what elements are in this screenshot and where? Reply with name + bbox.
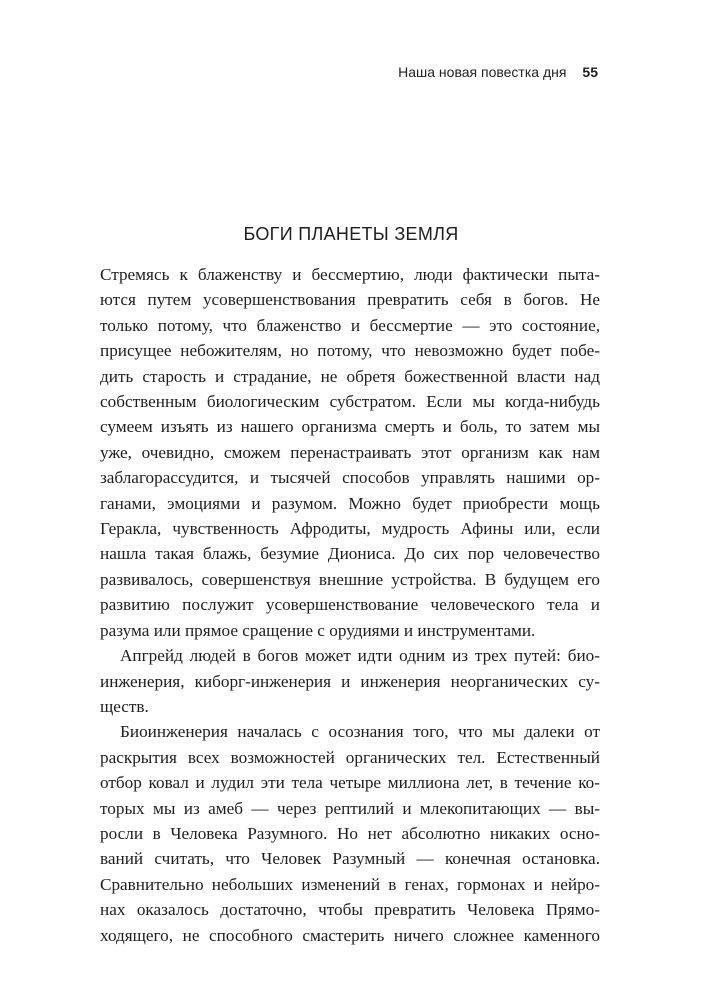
- paragraph-1: [100, 262, 600, 643]
- text-line: нашла такая блажь, безумие Диониса. До сих пор человечество: [100, 544, 600, 564]
- text-line: присущее небожителям, но потому, что невозможно будет побе-: [100, 341, 600, 361]
- text-line: инженерия, киборг-инженерия и инженерия неорганических су-: [100, 671, 600, 691]
- text-line: развитию послужит усовершенствование человеческого тела и: [100, 595, 600, 615]
- text-line: собственным биологическим субстратом. Если мы когда-нибудь: [100, 392, 600, 412]
- text-line: только потому, что блаженство и бессмертие — это состояние,: [100, 315, 600, 335]
- text-line: раскрытия всех возможностей органических тел. Естественный: [100, 747, 600, 767]
- text-line: торых мы из амеб — через рептилий и млекопитающих — вы-: [100, 798, 600, 818]
- text-line: заблагорассудится, и тысячей способов управлять нашими ор-: [100, 468, 600, 488]
- running-header: [398, 64, 598, 80]
- text-line: отбор ковал и лудил эти тела четыре миллиона лет, в течение ко-: [100, 773, 600, 793]
- running-title: Наша новая повестка дня: [398, 64, 567, 80]
- text-line: ществ.: [100, 696, 149, 716]
- text-line: Биоинженерия началась с осознания того, что мы далеки от: [120, 722, 600, 742]
- text-line: нах оказалось достаточно, чтобы превратить Человека Прямо-: [100, 900, 600, 920]
- text-line: Геракла, чувственность Афродиты, мудрость Афины или, если: [100, 519, 600, 539]
- body-text: [100, 262, 600, 948]
- text-line: развивалось, совершенствуя внешние устройства. В будущем его: [100, 569, 600, 589]
- text-line: разума или прямое сращение с орудиями и инструментами.: [100, 620, 536, 640]
- text-line: росли в Человека Разумного. Но нет абсолютно никаких осно-: [100, 823, 600, 843]
- text-line: ются путем усовершенствования превратить себя в богов. Не: [100, 290, 600, 310]
- page-number: 55: [582, 64, 598, 80]
- paragraph-3: [100, 719, 600, 948]
- text-line: ваний считать, что Человек Разумный — конечная остановка.: [100, 849, 600, 869]
- text-line: уже, очевидно, сможем перенастраивать этот организм как нам: [100, 442, 600, 462]
- text-line: Стремясь к блаженству и бессмертию, люди фактически пыта-: [100, 265, 600, 284]
- section-title: БОГИ ПЛАНЕТЫ ЗЕМЛЯ: [243, 224, 459, 244]
- text-line: ходящего, не способного смастерить ничего сложнее каменного: [100, 925, 600, 945]
- paragraph-2: [100, 643, 600, 719]
- text-line: Апгрейд людей в богов может идти одним из трех путей: био-: [120, 646, 600, 666]
- text-line: дить старость и страдание, не обретя божественной власти над: [100, 366, 600, 386]
- text-line: ганами, эмоциями и разумом. Можно будет приобрести мощь: [100, 493, 600, 513]
- text-line: сумеем изъять из нашего организма смерть и боль, то затем мы: [100, 417, 600, 437]
- text-line: Сравнительно небольших изменений в генах, гормонах и нейро-: [100, 874, 600, 894]
